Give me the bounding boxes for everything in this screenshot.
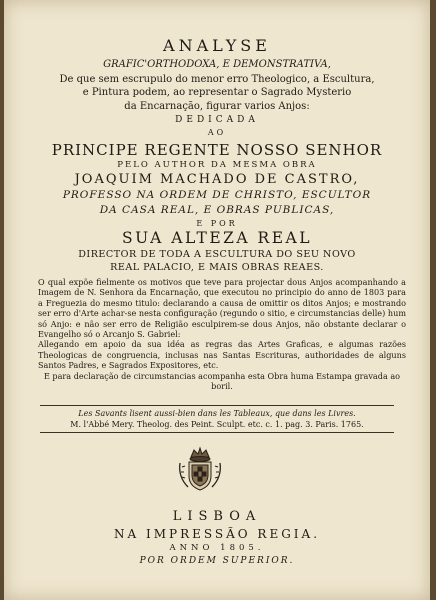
author-name: JOAQUIM MACHADO DE CASTRO, (74, 172, 360, 187)
author-title-line-1: PROFESSO NA ORDEM DE CHRISTO, ESCULTOR (62, 189, 372, 201)
royal-coat-of-arms-icon (174, 443, 226, 495)
e-por-line: E POR (196, 219, 238, 228)
director-line-2: REAL PALACIO, E MAIS OBRAS REAES. (110, 262, 324, 273)
epigraph-bottom-rule (40, 432, 394, 433)
epigraph-quote: Les Savants lisent aussi-bien dans les Tableaux, que dans les Livres. (78, 409, 356, 418)
imprint-authority: POR ORDEM SUPERIOR. (139, 556, 295, 566)
description-paragraph-2: Allegando em apoio da sua idéa as regras das Artes Graficas, e algumas razões Theologicas de congruencia, inclusas nas Santas Escrituras, authoridades de alguns Santos Padres, e Sagrados Expositores, etc. (38, 339, 406, 371)
imprint-city: LISBOA (172, 509, 262, 524)
author-title-line-2: DA CASA REAL, E OBRAS PUBLICAS, (99, 204, 335, 216)
epigraph-reference: M. l'Abbé Mery. Theolog. des Peint. Sculpt. etc. c. 1. pag. 3. Paris. 1765. (70, 420, 364, 429)
subtitle-line-4: da Encarnação, figurar varios Anjos: (124, 101, 310, 112)
dedicatee: PRINCIPE REGENTE NOSSO SENHOR (51, 141, 383, 159)
dedication-ao: AO (207, 128, 227, 137)
title-page (4, 0, 430, 600)
by-author-line: PELO AUTHOR DA MESMA OBRA (117, 160, 317, 170)
description-block (38, 277, 406, 391)
description-paragraph-3: E para declaração de circumstancias acompanha esta Obra huma Estampa gravada ao boril. (43, 370, 401, 392)
subtitle-line-1: GRAFIC'ORTHODOXA, E DEMONSTRATIVA, (103, 59, 331, 70)
subtitle-line-3: e Pintura podem, ao representar o Sagrado Mysterio (82, 87, 352, 98)
director-line-1: DIRECTOR DE TODA A ESCULTURA DO SEU NOVO (78, 249, 356, 260)
epigraph-top-rule (40, 405, 394, 406)
royal-highness: SUA ALTEZA REAL (121, 229, 313, 247)
book-title: ANALYSE (163, 36, 271, 55)
imprint-year: ANNO 1805. (169, 543, 265, 553)
subtitle-line-2: De que sem escrupulo do menor erro Theologico, a Escultura, (59, 74, 375, 85)
description-paragraph-1: O qual expõe fielmente os motivos que teve para projectar dous Anjos acompanhando a Imagem de N. Senhora da Encarnação, que executou no principio do anno de 1803 para a Freguezia do mesmo titulo: declarando a causa de omittir os ditos Anjos; e mostrando ser erro d'Arte achar-se nesta configuração (regundo o sitio, e circumstancias delle) hum só Anjo: e não ser erro de Religião esculpirem-se dous Anjos, não obstante declarar o Evangelho só o Arcanjo S. Gabriel: (38, 277, 406, 340)
imprint-press: NA IMPRESSÃO REGIA. (113, 527, 321, 541)
dedication-label: DEDICADA (175, 115, 259, 125)
